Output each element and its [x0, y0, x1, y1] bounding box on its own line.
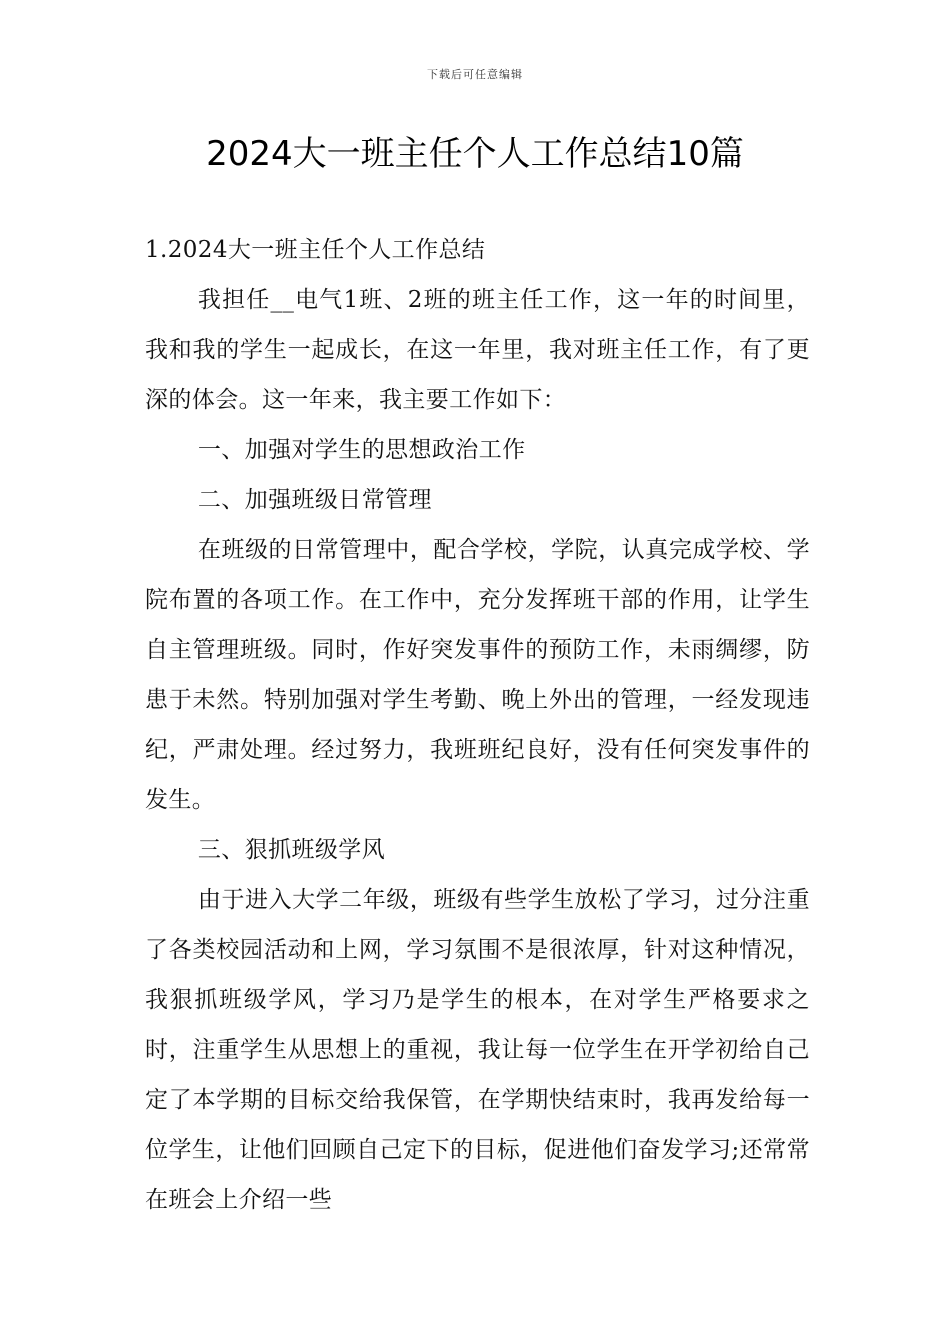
paragraph-intro: 我担任__电气1班、2班的班主任工作，这一年的时间里，我和我的学生一起成长，在这一年里，我对班主任工作，有了更深的体会。这一年来，我主要工作如下： [145, 287, 810, 413]
document-title: 2024大一班主任个人工作总结10篇 [206, 134, 744, 174]
subheading-ideology: 一、加强对学生的思想政治工作 [197, 437, 526, 463]
paragraph-study-style: 由于进入大学二年级，班级有些学生放松了学习，过分注重了各类校园活动和上网，学习氛围不是很浓厚，针对这种情况，我狠抓班级学风，学习乃是学生的根本，在对学生严格要求之时，注重学生从思想上的重视，我让每一位学生在开学初给自己定了本学期的目标交给我保管，在学期快结束时，我再发给每一位学生，让他们回顾自己定下的目标，促进他们奋发学习;还常常在班会上介绍一些 [145, 887, 810, 1213]
subheading-study-style: 三、狠抓班级学风 [197, 837, 386, 863]
paragraph-daily-management: 在班级的日常管理中，配合学校，学院，认真完成学校、学院布置的各项工作。在工作中，充分发挥班干部的作用，让学生自主管理班级。同时，作好突发事件的预防工作，未雨绸缪，防患于未然。特别加强对学生考勤、晚上外出的管理，一经发现违纪，严肃处理。经过努力，我班班纪良好，没有任何突发事件的发生。 [145, 537, 810, 813]
header-note: 下载后可任意编辑 [427, 68, 523, 81]
document-body [145, 225, 810, 1225]
subheading-daily-management: 二、加强班级日常管理 [197, 487, 432, 513]
section-heading: 1.2024大一班主任个人工作总结 [145, 237, 486, 263]
